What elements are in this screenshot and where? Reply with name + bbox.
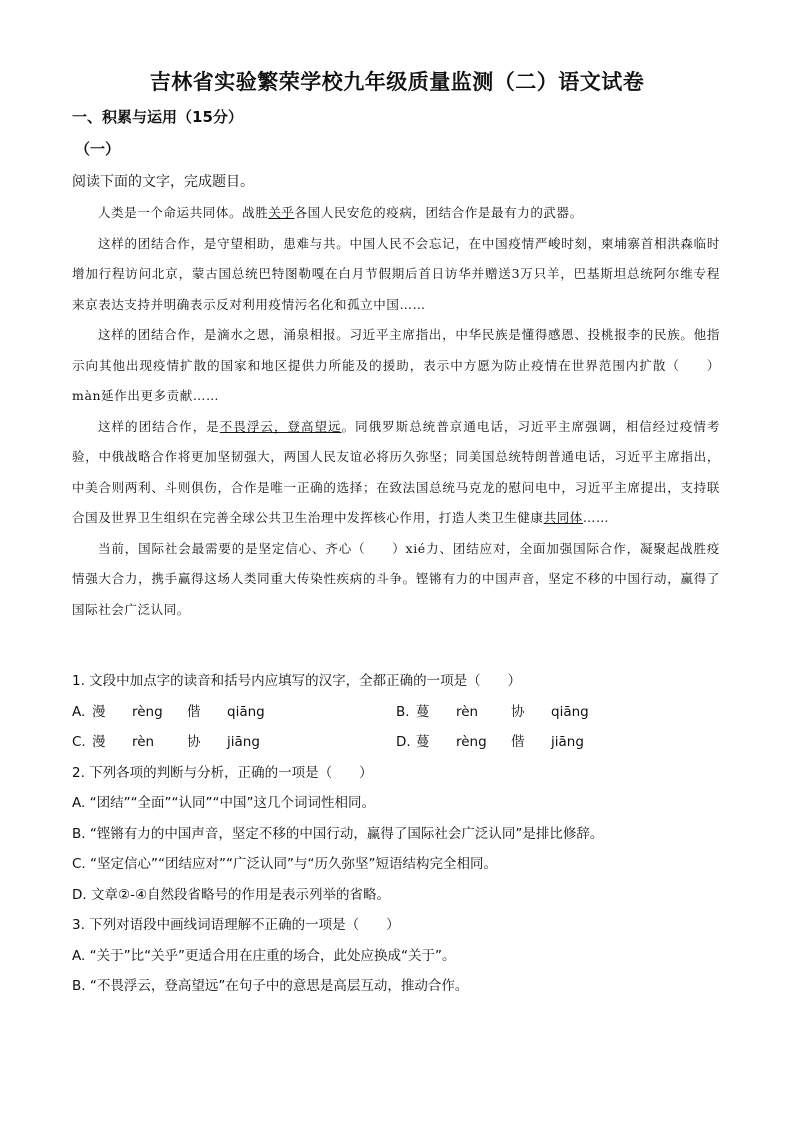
option-pinyin-2: qiāng [227, 703, 265, 720]
p1-underlined-word: 关乎 [268, 205, 295, 220]
option-pinyin-1: rèng [132, 703, 163, 720]
question-1-option-b[interactable] [396, 697, 589, 728]
p1-text-pre: 人类是一个命运共同体。战胜 [98, 205, 269, 220]
question-2-option-a[interactable]: A. “团结”“全面”“认同”“中国”这几个词词性相同。 [72, 795, 376, 811]
option-char-2: 协 [187, 734, 201, 750]
question-1-stem: 1. 文段中加点字的读音和括号内应填写的汉字，全都正确的一项是（ ） [72, 673, 522, 689]
passage-paragraph-1 [72, 198, 720, 229]
p4-text-mid: 。同俄罗斯总统普京通电话，习近平主席强调，相信经过疫情考验，中俄战略合作将更加坚韧强大，两国人民友谊必将历久弥坚；同美国总统特朗普通电话，习近平主席指出，中美合则两利、斗则俱伤，合作是唯一正确的选择；在致法国总统马克龙的慰问电中，习近平主席提出，支持联合国及世界卫生组织在完善全球公共卫生治理中发挥核心作用，打造人类卫生健康 [72, 418, 720, 525]
subsection-heading: （一） [75, 140, 121, 158]
option-pinyin-2: qiāng [551, 703, 589, 720]
passage-paragraph-3: 这样的团结合作，是滴水之恩，涌泉相报。习近平主席指出，中华民族是懂得感恩、投桃报李的民族。他指示向其他出现疫情扩散的国家和地区提供力所能及的援助，表示中方愿为防止疫情在世界范围内扩散（ ）màn延作出更多贡献…… [72, 327, 720, 403]
p4-underlined-phrase: 不畏浮云，登高望远 [219, 418, 342, 434]
question-list [72, 666, 732, 1002]
exam-title: 吉林省实验繁荣学校九年级质量监测（二）语文试卷 [149, 70, 645, 94]
reading-instruction: 阅读下面的文字，完成题目。 [72, 174, 254, 190]
reading-passage [72, 198, 720, 625]
option-char-1: 漫 [92, 703, 106, 720]
option-pinyin-1: rèng [456, 734, 487, 750]
passage-paragraph-4 [72, 412, 720, 534]
option-letter: C. [72, 734, 86, 750]
option-pinyin-1: rèn [456, 703, 479, 720]
option-letter: A. [72, 703, 86, 720]
question-2-option-d[interactable]: D. 文章②-④自然段省略号的作用是表示列举的省略。 [72, 886, 391, 903]
question-1-option-c[interactable] [72, 727, 260, 758]
p4-text-post: …… [582, 510, 610, 525]
option-letter: B. [396, 703, 410, 720]
question-1-option-d[interactable] [396, 727, 584, 758]
question-2-option-c[interactable]: C. “坚定信心”“团结应对”“广泛认同”与“历久弥坚”短语结构完全相同。 [72, 856, 497, 872]
p4-underlined-word: 共同体 [543, 510, 583, 525]
option-char-2: 偕 [511, 734, 525, 750]
option-pinyin-2: jiāng [227, 734, 260, 750]
question-2-stem: 2. 下列各项的判断与分析，正确的一项是（ ） [72, 764, 373, 781]
option-pinyin-1: rèn [132, 734, 155, 750]
p4-text-pre: 这样的团结合作，是 [98, 418, 220, 434]
option-letter: D. [396, 734, 411, 750]
p1-text-post: 各国人民安危的疫病，团结合作是最有力的武器。 [294, 205, 583, 220]
option-char-2: 偕 [187, 703, 201, 720]
section-heading: 一、积累与运用（15分） [72, 108, 243, 126]
passage-paragraph-2: 这样的团结合作，是守望相助，患难与共。中国人民不会忘记，在中国疫情严峻时刻，柬埔寨首相洪森临时增加行程访问北京，蒙古国总统巴特图勒嘎在白月节假期后首日访华并赠送3万只羊，巴基斯坦总统阿尔维专程来京表达支持并明确表示反对利用疫情污名化和孤立中国…… [72, 235, 720, 312]
question-3-stem: 3. 下列对语段中画线词语理解不正确的一项是（ ） [72, 917, 400, 933]
option-char-1: 漫 [92, 734, 106, 750]
question-3-option-a[interactable]: A. “关于”比“关乎”更适合用在庄重的场合，此处应换成“关于”。 [72, 947, 456, 964]
option-char-2: 协 [511, 703, 525, 720]
question-3-option-b[interactable]: B. “不畏浮云，登高望远”在句子中的意思是高层互动，推动合作。 [72, 978, 469, 994]
option-char-1: 蔓 [416, 734, 430, 750]
question-1-options-row-1 [72, 697, 732, 728]
question-1-option-a[interactable] [72, 697, 265, 728]
question-2-option-b[interactable]: B. “铿锵有力的中国声音，坚定不移的中国行动，赢得了国际社会广泛认同”是排比修辞。 [72, 825, 604, 842]
option-pinyin-2: jiāng [551, 734, 584, 750]
option-char-1: 蔓 [416, 703, 430, 720]
passage-paragraph-5: 当前，国际社会最需要的是坚定信心、齐心（ ）xié力、团结应对，全面加强国际合作，凝聚起战胜疫情强大合力，携手赢得这场人类同重大传染性疾病的斗争。铿锵有力的中国声音，坚定不移的中国行动，赢得了国际社会广泛认同。 [72, 540, 720, 617]
question-1-options-row-2 [72, 727, 732, 758]
